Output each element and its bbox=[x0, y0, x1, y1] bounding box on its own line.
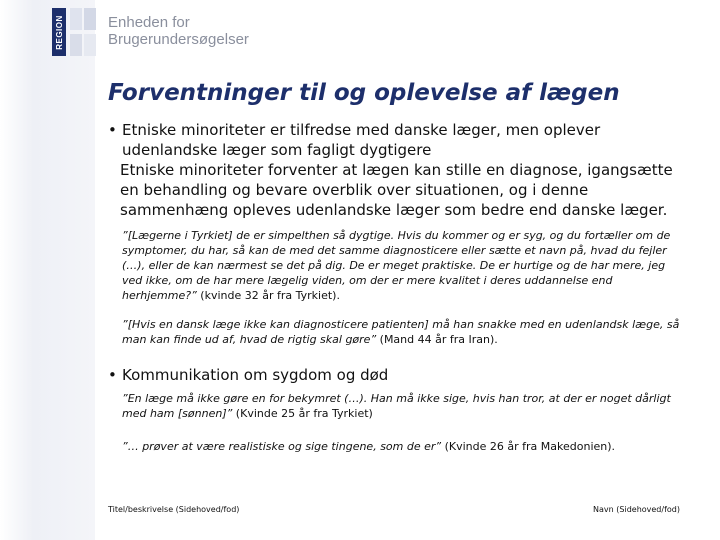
slide-title: Forventninger til og oplevelse af lægen bbox=[108, 80, 620, 106]
unit-name bbox=[108, 14, 249, 48]
bullet-2-text: Kommunikation om sygdom og død bbox=[122, 366, 389, 384]
unit-name-line1: Enheden for bbox=[108, 14, 190, 31]
footer-right: Navn (Sidehoved/fod) bbox=[593, 505, 680, 514]
footer-left: Titel/beskrivelse (Sidehoved/fod) bbox=[108, 505, 240, 514]
quote-2 bbox=[108, 317, 688, 347]
bullet-dot: • bbox=[108, 366, 117, 384]
bullet-1-text: Etniske minoriteter er tilfredse med danske læger, men oplever udenlandske læger som fagligt dygtigere bbox=[122, 121, 601, 159]
logo-grid-graphic bbox=[70, 8, 98, 56]
quote-4-source: (Kvinde 26 år fra Makedonien). bbox=[441, 440, 616, 453]
quote-1 bbox=[108, 228, 688, 303]
quote-1-source: (kvinde 32 år fra Tyrkiet). bbox=[196, 289, 340, 302]
slide-body bbox=[108, 120, 688, 454]
bullet-1-detail: Etniske minoriteter forventer at lægen kan stille en diagnose, igangsætte en behandling og bevare overblik over situationen, og i denne sammenhæng opleves udenlandske læger som bedre end danske læger. bbox=[120, 161, 673, 219]
bullet-2 bbox=[108, 365, 688, 385]
quote-3 bbox=[108, 391, 688, 421]
region-logo-text-wrap bbox=[52, 8, 66, 56]
quote-2-source: (Mand 44 år fra Iran). bbox=[376, 333, 498, 346]
quote-3-text: ”En læge må ikke gøre en for bekymret (…). Han må ikke sige, hvis han tror, at der er noget dårligt med ham [sønnen]” bbox=[122, 392, 671, 420]
quote-2-text: ”[Hvis en dansk læge ikke kan diagnosticere patienten] må han snakke med en udenlandsk læge, så man kan finde ud af, hvad de rigtig skal gøre” bbox=[122, 318, 680, 346]
bullet-1 bbox=[108, 120, 688, 160]
quote-3-source: (Kvinde 25 år fra Tyrkiet) bbox=[232, 407, 373, 420]
quote-4-text: ”… prøver at være realistiske og sige tingene, som de er” bbox=[122, 440, 442, 453]
region-logo-text: REGION bbox=[54, 14, 64, 50]
bullet-dot: • bbox=[108, 121, 117, 139]
quote-1-text: ”[Lægerne i Tyrkiet] de er simpelthen så dygtige. Hvis du kommer og er syg, og du fortæller om de symptomer, du har, så kan de med det samme diagnosticere eller sætte et navn på, hvad du fejler (…), eller de kan nærmest se det på dig. De er meget praktiske. De er hurtige og de har mere, jeg ved ikke, om de har mere lægelig viden, om der er mere kvalitet i deres uddannelse end herhjemme?” bbox=[122, 229, 671, 302]
unit-name-line2: Brugerundersøgelser bbox=[108, 31, 249, 48]
quote-4 bbox=[108, 439, 688, 454]
side-band bbox=[0, 0, 95, 540]
